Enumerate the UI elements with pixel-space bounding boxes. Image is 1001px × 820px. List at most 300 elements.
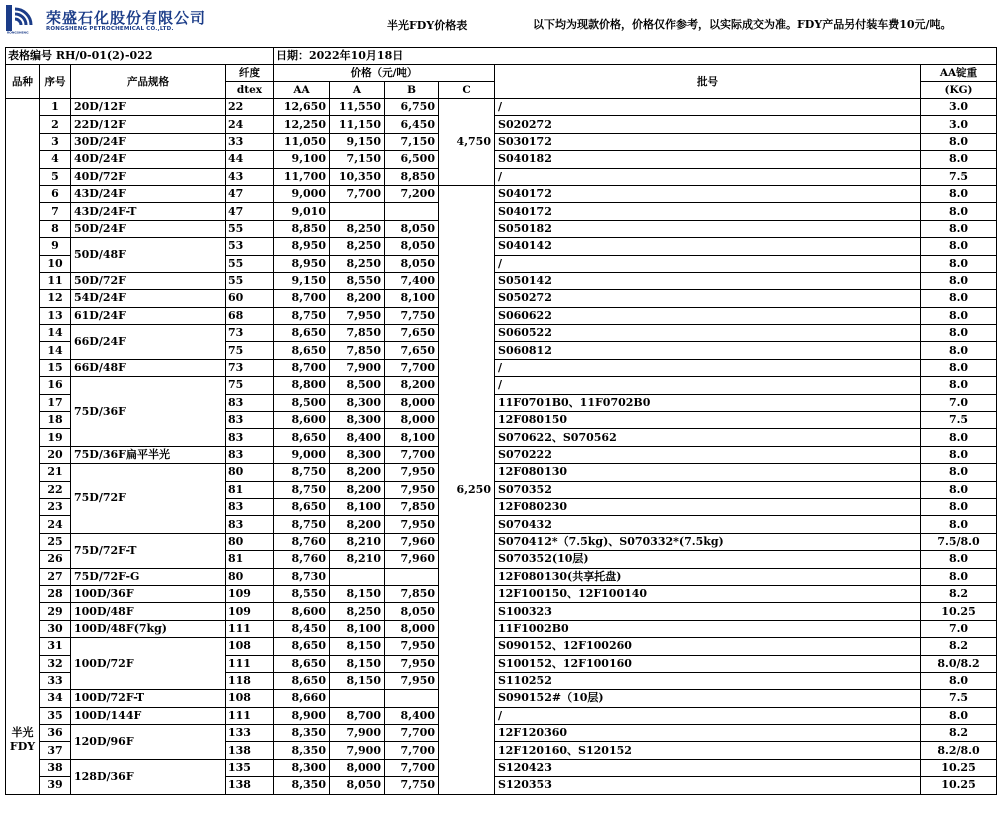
weight-cell: 8.0 — [921, 446, 997, 463]
table-row — [6, 759, 997, 776]
price-b-cell: 8,400 — [385, 707, 439, 724]
spec-cell: 50D/72F — [71, 272, 226, 289]
batch-cell: / — [495, 707, 921, 724]
price-b-cell: 7,650 — [385, 342, 439, 359]
price-aa-cell: 11,700 — [274, 168, 330, 185]
price-a-cell: 8,100 — [330, 620, 385, 637]
seq-cell: 28 — [40, 585, 71, 602]
weight-cell: 3.0 — [921, 99, 997, 116]
price-a-cell: 8,700 — [330, 707, 385, 724]
seq-cell: 24 — [40, 516, 71, 533]
price-b-cell: 7,700 — [385, 446, 439, 463]
price-b-cell: 7,950 — [385, 638, 439, 655]
batch-cell: 12F080150 — [495, 412, 921, 429]
price-a-cell: 8,150 — [330, 672, 385, 689]
price-b-cell: 7,150 — [385, 133, 439, 150]
price-a-cell: 8,550 — [330, 272, 385, 289]
table-row — [6, 151, 997, 168]
weight-cell: 7.0 — [921, 620, 997, 637]
header-seq: 序号 — [40, 65, 71, 99]
weight-cell: 7.5 — [921, 412, 997, 429]
price-aa-cell: 8,650 — [274, 498, 330, 515]
price-b-cell — [385, 568, 439, 585]
price-a-cell: 8,250 — [330, 255, 385, 272]
spec-cell: 100D/48F(7kg) — [71, 620, 226, 637]
price-notice: 以下均为现款价格，价格仅作参考，以实际成交为准。FDY产品另付装车费10元/吨。 — [533, 18, 952, 31]
batch-cell: S040172 — [495, 203, 921, 220]
seq-cell: 2 — [40, 116, 71, 133]
table-row — [6, 568, 997, 585]
price-a-cell: 7,900 — [330, 725, 385, 742]
spec-cell: 75D/72F — [71, 464, 226, 534]
price-aa-cell: 8,700 — [274, 290, 330, 307]
dtex-cell: 83 — [226, 498, 274, 515]
weight-cell: 8.0 — [921, 516, 997, 533]
batch-cell: S090152、12F100260 — [495, 638, 921, 655]
rongsheng-logo-icon — [6, 5, 36, 35]
weight-cell: 8.0 — [921, 290, 997, 307]
price-b-cell: 8,000 — [385, 412, 439, 429]
spec-cell: 120D/96F — [71, 725, 226, 760]
dtex-cell: 47 — [226, 185, 274, 202]
price-a-cell: 7,700 — [330, 185, 385, 202]
spec-cell: 40D/72F — [71, 168, 226, 185]
weight-cell: 8.0 — [921, 359, 997, 376]
price-a-cell: 7,850 — [330, 342, 385, 359]
table-row — [6, 707, 997, 724]
batch-cell: 12F080230 — [495, 498, 921, 515]
price-a-cell: 7,850 — [330, 325, 385, 342]
price-aa-cell: 8,900 — [274, 707, 330, 724]
spec-cell: 66D/24F — [71, 325, 226, 360]
table-row — [6, 203, 997, 220]
weight-cell: 8.0 — [921, 133, 997, 150]
weight-cell: 8.0 — [921, 377, 997, 394]
dtex-cell: 80 — [226, 533, 274, 550]
weight-cell: 7.0 — [921, 394, 997, 411]
price-aa-cell: 8,750 — [274, 516, 330, 533]
dtex-cell: 109 — [226, 603, 274, 620]
batch-cell: S050272 — [495, 290, 921, 307]
price-b-cell: 8,050 — [385, 603, 439, 620]
weight-cell: 8.0 — [921, 551, 997, 568]
weight-cell: 8.2 — [921, 725, 997, 742]
seq-cell: 37 — [40, 742, 71, 759]
batch-cell: / — [495, 255, 921, 272]
batch-cell: 12F120160、S120152 — [495, 742, 921, 759]
price-a-cell — [330, 568, 385, 585]
dtex-cell: 108 — [226, 638, 274, 655]
spec-cell: 100D/144F — [71, 707, 226, 724]
spec-cell: 30D/24F — [71, 133, 226, 150]
price-a-cell: 10,350 — [330, 168, 385, 185]
seq-cell: 32 — [40, 655, 71, 672]
batch-cell: S090152#（10层) — [495, 690, 921, 707]
weight-cell: 3.0 — [921, 116, 997, 133]
price-aa-cell: 8,730 — [274, 568, 330, 585]
seq-cell: 19 — [40, 429, 71, 446]
table-row — [6, 464, 997, 481]
weight-cell: 10.25 — [921, 759, 997, 776]
seq-cell: 38 — [40, 759, 71, 776]
price-aa-cell: 8,350 — [274, 725, 330, 742]
price-a-cell: 8,200 — [330, 516, 385, 533]
spec-cell: 100D/72F-T — [71, 690, 226, 707]
category-cell: 半光 FDY — [6, 99, 40, 795]
price-b-cell: 7,700 — [385, 359, 439, 376]
dtex-cell: 81 — [226, 551, 274, 568]
seq-cell: 5 — [40, 168, 71, 185]
table-row — [6, 690, 997, 707]
batch-cell: S050142 — [495, 272, 921, 289]
spec-cell: 75D/72F-G — [71, 568, 226, 585]
seq-cell: 14 — [40, 325, 71, 342]
dtex-cell: 83 — [226, 394, 274, 411]
price-aa-cell: 8,650 — [274, 342, 330, 359]
seq-cell: 30 — [40, 620, 71, 637]
price-aa-cell: 12,250 — [274, 116, 330, 133]
price-a-cell: 8,400 — [330, 429, 385, 446]
spec-cell: 75D/36F扁平半光 — [71, 446, 226, 463]
price-b-cell: 7,400 — [385, 272, 439, 289]
weight-cell: 8.2 — [921, 585, 997, 602]
batch-cell: / — [495, 168, 921, 185]
dtex-cell: 75 — [226, 377, 274, 394]
price-a-cell: 8,100 — [330, 498, 385, 515]
price-aa-cell: 8,300 — [274, 759, 330, 776]
price-aa-cell: 9,150 — [274, 272, 330, 289]
dtex-cell: 80 — [226, 568, 274, 585]
price-b-cell: 6,450 — [385, 116, 439, 133]
price-aa-cell: 8,750 — [274, 307, 330, 324]
table-row — [6, 168, 997, 185]
header-weight-bottom: (KG) — [921, 82, 997, 99]
price-b-cell: 7,700 — [385, 759, 439, 776]
price-b-cell: 8,050 — [385, 255, 439, 272]
weight-cell: 8.0 — [921, 707, 997, 724]
price-b-cell: 8,000 — [385, 394, 439, 411]
weight-cell: 10.25 — [921, 603, 997, 620]
batch-cell: S100152、12F100160 — [495, 655, 921, 672]
price-aa-cell: 9,100 — [274, 151, 330, 168]
dtex-cell: 55 — [226, 272, 274, 289]
seq-cell: 21 — [40, 464, 71, 481]
price-b-cell: 7,960 — [385, 533, 439, 550]
price-b-cell: 7,950 — [385, 672, 439, 689]
weight-cell: 8.0 — [921, 342, 997, 359]
company-logo — [6, 5, 207, 35]
price-aa-cell: 8,850 — [274, 220, 330, 237]
price-b-cell: 7,960 — [385, 551, 439, 568]
price-aa-cell: 8,350 — [274, 742, 330, 759]
table-row — [6, 620, 997, 637]
spec-cell: 128D/36F — [71, 759, 226, 794]
batch-cell: S060522 — [495, 325, 921, 342]
price-a-cell: 8,250 — [330, 238, 385, 255]
dtex-cell: 135 — [226, 759, 274, 776]
weight-cell: 7.5 — [921, 690, 997, 707]
dtex-cell: 55 — [226, 220, 274, 237]
table-row — [6, 377, 997, 394]
price-b-cell: 7,200 — [385, 185, 439, 202]
price-aa-cell: 8,650 — [274, 325, 330, 342]
dtex-cell: 44 — [226, 151, 274, 168]
price-a-cell: 11,150 — [330, 116, 385, 133]
price-aa-cell: 8,750 — [274, 481, 330, 498]
weight-cell: 8.0 — [921, 464, 997, 481]
price-c-cell: 6,250 — [439, 185, 495, 794]
price-aa-cell: 8,650 — [274, 638, 330, 655]
price-aa-cell: 8,650 — [274, 672, 330, 689]
company-name-cn: 荣盛石化股份有限公司 — [46, 9, 207, 27]
weight-cell: 8.0 — [921, 203, 997, 220]
price-b-cell: 7,950 — [385, 655, 439, 672]
price-b-cell: 7,750 — [385, 777, 439, 794]
seq-cell: 12 — [40, 290, 71, 307]
dtex-cell: 24 — [226, 116, 274, 133]
table-row — [6, 272, 997, 289]
price-a-cell — [330, 690, 385, 707]
table-row — [6, 133, 997, 150]
dtex-cell: 111 — [226, 655, 274, 672]
price-b-cell: 8,100 — [385, 290, 439, 307]
price-b-cell: 6,750 — [385, 99, 439, 116]
dtex-cell: 43 — [226, 168, 274, 185]
spec-cell: 50D/48F — [71, 238, 226, 273]
weight-cell: 8.0 — [921, 672, 997, 689]
price-a-cell: 8,200 — [330, 464, 385, 481]
seq-cell: 29 — [40, 603, 71, 620]
batch-cell: S070432 — [495, 516, 921, 533]
seq-cell: 8 — [40, 220, 71, 237]
price-aa-cell: 9,010 — [274, 203, 330, 220]
batch-cell: S070352 — [495, 481, 921, 498]
table-row — [6, 725, 997, 742]
seq-cell: 35 — [40, 707, 71, 724]
document-title: 半光FDY价格表 — [387, 19, 468, 32]
dtex-cell: 47 — [226, 203, 274, 220]
price-a-cell: 8,200 — [330, 481, 385, 498]
price-a-cell: 11,550 — [330, 99, 385, 116]
batch-cell: S070622、S070562 — [495, 429, 921, 446]
seq-cell: 4 — [40, 151, 71, 168]
table-row — [6, 585, 997, 602]
table-row — [6, 359, 997, 376]
seq-cell: 7 — [40, 203, 71, 220]
weight-cell: 8.0 — [921, 255, 997, 272]
price-a-cell: 8,050 — [330, 777, 385, 794]
dtex-cell: 55 — [226, 255, 274, 272]
price-aa-cell: 8,950 — [274, 238, 330, 255]
price-aa-cell: 8,500 — [274, 394, 330, 411]
price-a-cell: 7,900 — [330, 742, 385, 759]
price-a-cell: 7,150 — [330, 151, 385, 168]
price-b-cell: 7,650 — [385, 325, 439, 342]
seq-cell: 22 — [40, 481, 71, 498]
header-weight-top: AA锭重 — [921, 65, 997, 82]
batch-cell: S050182 — [495, 220, 921, 237]
batch-cell: / — [495, 99, 921, 116]
spec-cell: 50D/24F — [71, 220, 226, 237]
seq-cell: 31 — [40, 638, 71, 655]
price-b-cell: 7,950 — [385, 481, 439, 498]
price-aa-cell: 8,700 — [274, 359, 330, 376]
dtex-cell: 75 — [226, 342, 274, 359]
seq-cell: 6 — [40, 185, 71, 202]
price-b-cell: 7,950 — [385, 516, 439, 533]
price-aa-cell: 11,050 — [274, 133, 330, 150]
dtex-cell: 73 — [226, 359, 274, 376]
price-c-cell: 4,750 — [439, 99, 495, 186]
price-a-cell: 8,210 — [330, 533, 385, 550]
price-b-cell: 8,050 — [385, 238, 439, 255]
seq-cell: 13 — [40, 307, 71, 324]
dtex-cell: 83 — [226, 446, 274, 463]
table-row — [6, 307, 997, 324]
weight-cell: 8.0 — [921, 429, 997, 446]
seq-cell: 23 — [40, 498, 71, 515]
weight-cell: 8.0 — [921, 481, 997, 498]
batch-cell: S070222 — [495, 446, 921, 463]
weight-cell: 8.0 — [921, 498, 997, 515]
batch-cell: S040182 — [495, 151, 921, 168]
batch-cell: 12F080130(共享托盘) — [495, 568, 921, 585]
price-b-cell: 8,200 — [385, 377, 439, 394]
spec-cell: 43D/24F-T — [71, 203, 226, 220]
weight-cell: 8.0 — [921, 307, 997, 324]
batch-cell: S060622 — [495, 307, 921, 324]
price-a-cell: 8,300 — [330, 446, 385, 463]
weight-cell: 7.5 — [921, 168, 997, 185]
spec-cell: 22D/12F — [71, 116, 226, 133]
price-a-cell: 8,210 — [330, 551, 385, 568]
price-aa-cell: 8,600 — [274, 603, 330, 620]
header-spec: 产品规格 — [71, 65, 226, 99]
batch-cell: S020272 — [495, 116, 921, 133]
weight-cell: 8.0 — [921, 325, 997, 342]
price-b-cell: 8,850 — [385, 168, 439, 185]
price-a-cell: 8,500 — [330, 377, 385, 394]
price-b-cell: 7,700 — [385, 742, 439, 759]
seq-cell: 26 — [40, 551, 71, 568]
table-row — [6, 99, 997, 116]
seq-cell: 39 — [40, 777, 71, 794]
price-aa-cell: 12,650 — [274, 99, 330, 116]
seq-cell: 36 — [40, 725, 71, 742]
price-a-cell: 8,250 — [330, 603, 385, 620]
price-aa-cell: 8,760 — [274, 533, 330, 550]
price-b-cell — [385, 203, 439, 220]
dtex-cell: 108 — [226, 690, 274, 707]
price-a-cell: 8,300 — [330, 412, 385, 429]
dtex-cell: 73 — [226, 325, 274, 342]
weight-cell: 8.0 — [921, 151, 997, 168]
price-b-cell — [385, 690, 439, 707]
price-aa-cell: 8,450 — [274, 620, 330, 637]
price-a-cell — [330, 203, 385, 220]
spec-cell: 61D/24F — [71, 307, 226, 324]
price-aa-cell: 8,800 — [274, 377, 330, 394]
batch-cell: / — [495, 359, 921, 376]
header-grade-c: C — [439, 82, 495, 99]
dtex-cell: 83 — [226, 516, 274, 533]
price-aa-cell: 8,550 — [274, 585, 330, 602]
spec-cell: 100D/48F — [71, 603, 226, 620]
dtex-cell: 81 — [226, 481, 274, 498]
weight-cell: 8.0 — [921, 238, 997, 255]
header-row — [6, 65, 997, 82]
spec-cell: 54D/24F — [71, 290, 226, 307]
price-a-cell: 7,950 — [330, 307, 385, 324]
dtex-cell: 80 — [226, 464, 274, 481]
seq-cell: 9 — [40, 238, 71, 255]
spec-cell: 75D/72F-T — [71, 533, 226, 568]
seq-cell: 1 — [40, 99, 71, 116]
dtex-cell: 111 — [226, 707, 274, 724]
price-table — [5, 47, 997, 795]
header-price-group: 价格（元/吨） — [274, 65, 495, 82]
spec-cell: 43D/24F — [71, 185, 226, 202]
price-aa-cell: 9,000 — [274, 446, 330, 463]
dtex-cell: 133 — [226, 725, 274, 742]
weight-cell: 10.25 — [921, 777, 997, 794]
price-b-cell: 7,700 — [385, 725, 439, 742]
price-a-cell: 7,900 — [330, 359, 385, 376]
dtex-cell: 118 — [226, 672, 274, 689]
logo-small-text: RONGSHENG — [7, 30, 29, 35]
batch-cell: 11F1002B0 — [495, 620, 921, 637]
price-b-cell: 6,500 — [385, 151, 439, 168]
header-grade-a: A — [330, 82, 385, 99]
seq-cell: 14 — [40, 342, 71, 359]
header-dtex-top: 纤度 — [226, 65, 274, 82]
form-number: 表格编号 RH/0-01(2)-022 — [6, 48, 274, 65]
dtex-cell: 68 — [226, 307, 274, 324]
header-dtex-bottom: dtex — [226, 82, 274, 99]
dtex-cell: 53 — [226, 238, 274, 255]
batch-cell: 11F0701B0、11F0702B0 — [495, 394, 921, 411]
batch-cell: S060812 — [495, 342, 921, 359]
batch-cell: S110252 — [495, 672, 921, 689]
price-a-cell: 8,300 — [330, 394, 385, 411]
dtex-cell: 83 — [226, 412, 274, 429]
price-a-cell: 8,250 — [330, 220, 385, 237]
table-row — [6, 446, 997, 463]
table-row — [6, 638, 997, 655]
seq-cell: 17 — [40, 394, 71, 411]
batch-cell: S120423 — [495, 759, 921, 776]
batch-cell: S120353 — [495, 777, 921, 794]
price-aa-cell: 8,650 — [274, 429, 330, 446]
table-row — [6, 185, 997, 202]
seq-cell: 20 — [40, 446, 71, 463]
price-b-cell: 7,850 — [385, 585, 439, 602]
price-aa-cell: 8,650 — [274, 655, 330, 672]
price-b-cell: 8,050 — [385, 220, 439, 237]
price-aa-cell: 8,750 — [274, 464, 330, 481]
table-row — [6, 533, 997, 550]
price-b-cell: 8,000 — [385, 620, 439, 637]
seq-cell: 3 — [40, 133, 71, 150]
seq-cell: 15 — [40, 359, 71, 376]
spec-cell: 66D/48F — [71, 359, 226, 376]
price-b-cell: 8,100 — [385, 429, 439, 446]
spec-cell: 100D/36F — [71, 585, 226, 602]
price-a-cell: 8,150 — [330, 585, 385, 602]
batch-cell: 12F080130 — [495, 464, 921, 481]
dtex-cell: 109 — [226, 585, 274, 602]
seq-cell: 34 — [40, 690, 71, 707]
